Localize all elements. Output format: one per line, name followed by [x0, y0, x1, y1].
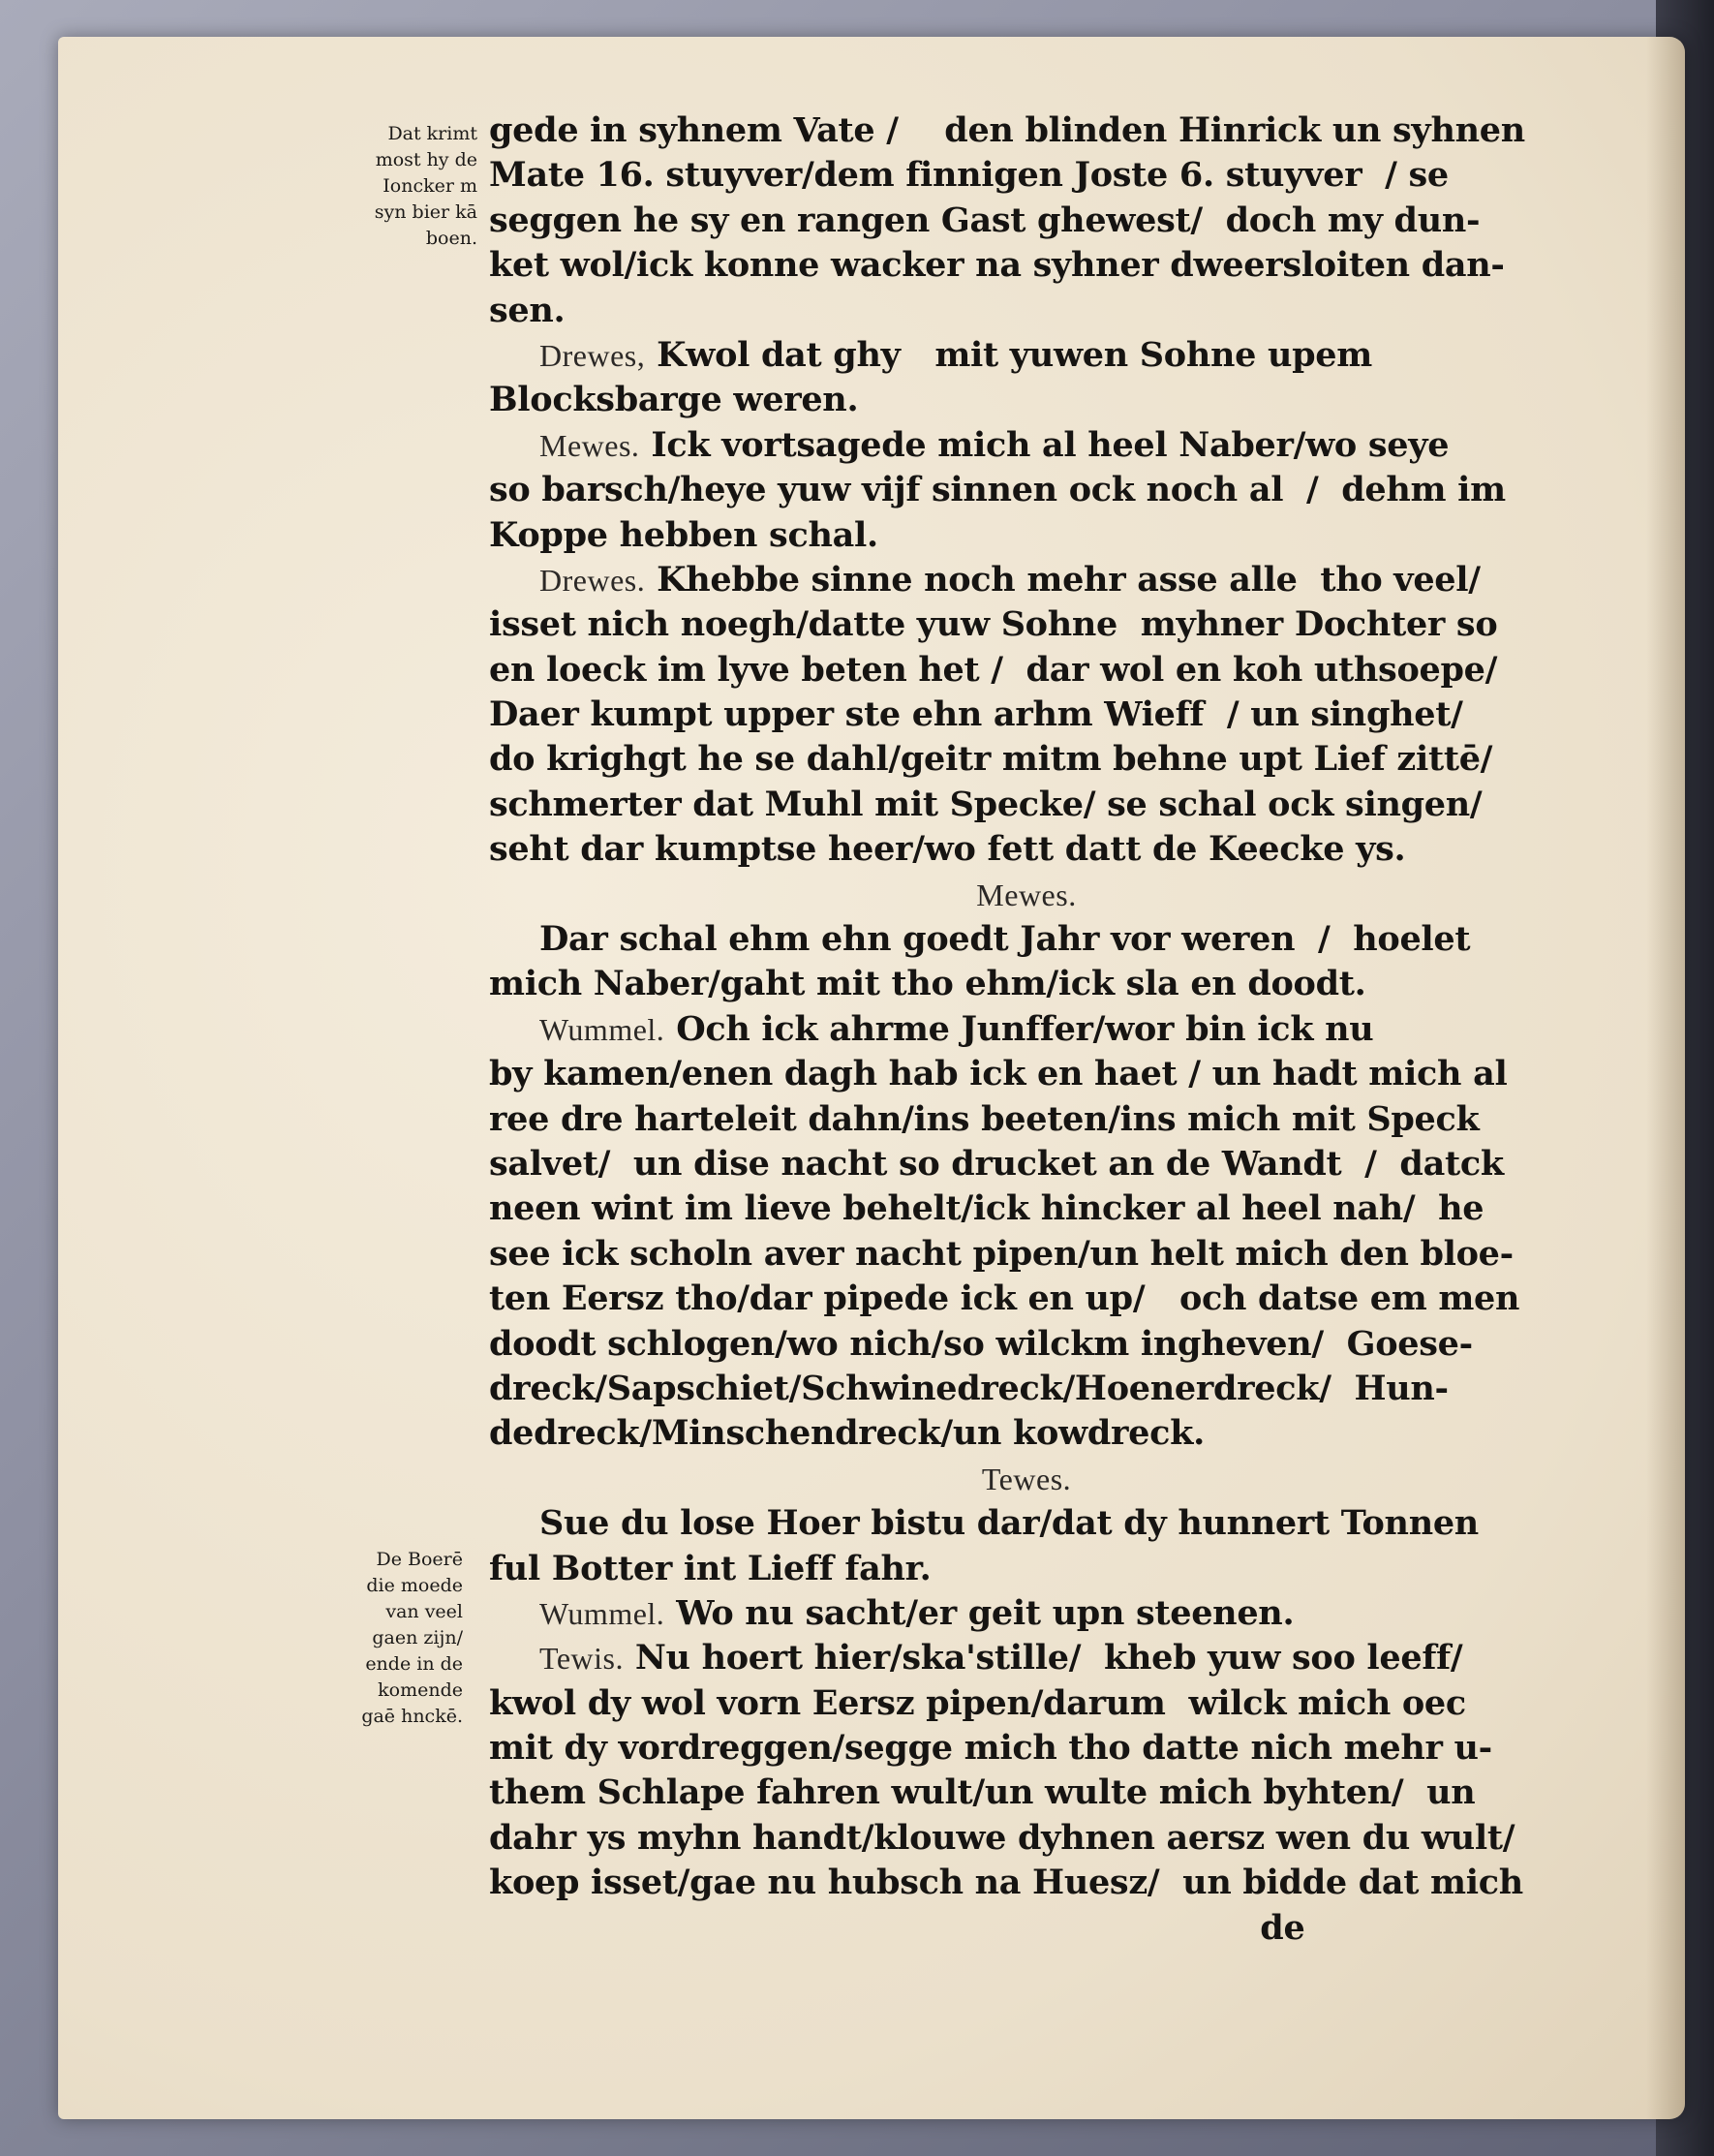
line-text: Dar schal ehm ehn goedt Jahr vor weren / hoelet [539, 919, 1471, 960]
line-text: dreck/Sapschiet/Schwinedreck/Hoenerdreck/ Hun- [489, 1368, 1449, 1408]
line-text: Nu hoert hier/ska'stille/ kheb yuw soo leeff/ [634, 1638, 1463, 1679]
margin-note-bottom: De Boerē die moede van veel gaen zijn/ ende in de komende gaē hnckē. [361, 1549, 463, 1727]
text-line [489, 558, 1564, 602]
text-line [489, 289, 1564, 333]
text-line [489, 199, 1564, 243]
text-line [489, 1367, 1564, 1411]
text-line [489, 1861, 1564, 1905]
line-text: Mate 16. stuyver/dem finnigen Joste 6. stuyver / se [489, 155, 1449, 196]
speaker-name: Tewes. [981, 1461, 1072, 1496]
text-line [489, 648, 1564, 693]
line-text: Daer kumpt upper ste ehn arhm Wieff / un singhet/ [489, 694, 1463, 735]
line-text: Ick vortsagede mich al heel Naber/wo seye [651, 424, 1450, 465]
line-text: Khebbe sinne noch mehr asse alle tho veel/ [657, 559, 1481, 600]
text-line [489, 693, 1564, 737]
line-text: schmerter dat Muhl mit Specke/ se schal ock singen/ [489, 784, 1483, 824]
line-text: salvet/ un dise nacht so drucket an de Wandt / datck [489, 1143, 1504, 1184]
text-line [489, 917, 1564, 962]
text-line [489, 1726, 1564, 1771]
line-text: Sue du lose Hoer bistu dar/dat dy hunnert Tonnen [539, 1503, 1479, 1544]
text-line [489, 1411, 1564, 1456]
line-text: mich Naber/gaht mit tho ehm/ick sla en doodt. [489, 964, 1366, 1004]
line-text: dahr ys myhn handt/klouwe dyhnen aersz wen du wult/ [489, 1817, 1515, 1858]
line-text: neen wint im lieve behelt/ick hincker al heel nah/ he [489, 1188, 1484, 1229]
text-line [489, 1681, 1564, 1726]
text-line [489, 108, 1564, 153]
text-line [489, 513, 1564, 558]
text-line [489, 243, 1564, 288]
line-text: seggen he sy en rangen Gast ghewest/ doch my dun- [489, 200, 1481, 240]
line-text: koep isset/gae nu hubsch na Huesz/ un bidde dat mich [489, 1863, 1523, 1903]
line-text: mit dy vordreggen/segge mich tho datte nich mehr u- [489, 1728, 1492, 1769]
line-text: Wo nu sacht/er geit upn steenen. [676, 1592, 1295, 1633]
text-line [489, 1142, 1564, 1186]
line-text: Koppe hebben schal. [489, 514, 878, 555]
text-line [489, 1636, 1564, 1680]
text-line [489, 1007, 1564, 1052]
text-line [489, 873, 1564, 917]
line-text: Kwol dat ghy mit yuwen Sohne upem [657, 334, 1372, 375]
text-line [489, 783, 1564, 827]
text-line [489, 962, 1564, 1006]
line-text: sen. [489, 290, 566, 330]
line-text: by kamen/enen dagh hab ick en haet / un hadt mich al [489, 1054, 1508, 1094]
line-text: en loeck im lyve beten het / dar wol en koh uthsoepe/ [489, 649, 1498, 690]
speaker-name: Mewes. [976, 877, 1077, 912]
text-line [489, 378, 1564, 422]
text-line [489, 468, 1564, 512]
line-text: isset nich noegh/datte yuw Sohne myhner Dochter so [489, 604, 1498, 645]
text-line [489, 1232, 1564, 1277]
text-line [489, 1186, 1564, 1231]
page-gutter-shadow [1646, 37, 1685, 2119]
line-text: see ick scholn aver nacht pipen/un helt mich den bloe- [489, 1233, 1514, 1274]
page-text-block [489, 108, 1564, 1951]
line-text: ten Eersz tho/dar pipede ick en up/ och datse em men [489, 1278, 1520, 1319]
line-text: kwol dy wol vorn Eersz pipen/darum wilck mich oec [489, 1682, 1466, 1723]
speaker-name: Wummel. [539, 1011, 665, 1047]
line-text: doodt schlogen/wo nich/so wilckm ingheven/ Goese- [489, 1323, 1473, 1364]
text-line [489, 1906, 1564, 1951]
line-text: de [489, 1907, 1305, 1948]
text-line [489, 1322, 1564, 1367]
text-line [489, 737, 1564, 782]
speaker-name: Drewes, [539, 337, 646, 373]
text-line [489, 602, 1564, 647]
line-text: so barsch/heye yuw vijf sinnen ock noch al / dehm im [489, 470, 1506, 510]
text-line [489, 1501, 1564, 1546]
line-text: Och ick ahrme Junffer/wor bin ick nu [676, 1008, 1374, 1049]
text-line [489, 1547, 1564, 1591]
text-line [489, 1097, 1564, 1142]
text-line [489, 153, 1564, 198]
text-line [489, 423, 1564, 468]
line-text: them Schlape fahren wult/un wulte mich byhten/ un [489, 1772, 1476, 1813]
text-line [489, 1277, 1564, 1321]
text-line [489, 1457, 1564, 1501]
line-text: gede in syhnem Vate / den blinden Hinrick un syhnen [489, 110, 1525, 150]
line-text: ree dre harteleit dahn/ins beeten/ins mich mit Speck [489, 1098, 1480, 1139]
text-line [489, 1591, 1564, 1636]
text-line [489, 333, 1564, 378]
line-text: ful Botter int Lieff fahr. [489, 1548, 932, 1588]
speaker-name: Tewis. [539, 1641, 624, 1677]
text-line [489, 827, 1564, 872]
speaker-name: Wummel. [539, 1595, 665, 1631]
speaker-name: Drewes. [539, 562, 646, 598]
margin-note-top: Dat krimt most hy de Ioncker m syn bier kā boen. [374, 123, 477, 249]
line-text: Blocksbarge weren. [489, 380, 859, 420]
line-text: ket wol/ick konne wacker na syhner dweersloiten dan- [489, 245, 1505, 286]
line-text: seht dar kumptse heer/wo fett datt de Keecke ys. [489, 829, 1406, 870]
line-text: dedreck/Minschendreck/un kowdreck. [489, 1413, 1205, 1454]
text-line [489, 1052, 1564, 1096]
speaker-name: Mewes. [539, 427, 640, 463]
line-text: do krighgt he se dahl/geitr mitm behne upt Lief zittē/ [489, 739, 1493, 780]
text-line [489, 1816, 1564, 1861]
text-line [489, 1771, 1564, 1815]
